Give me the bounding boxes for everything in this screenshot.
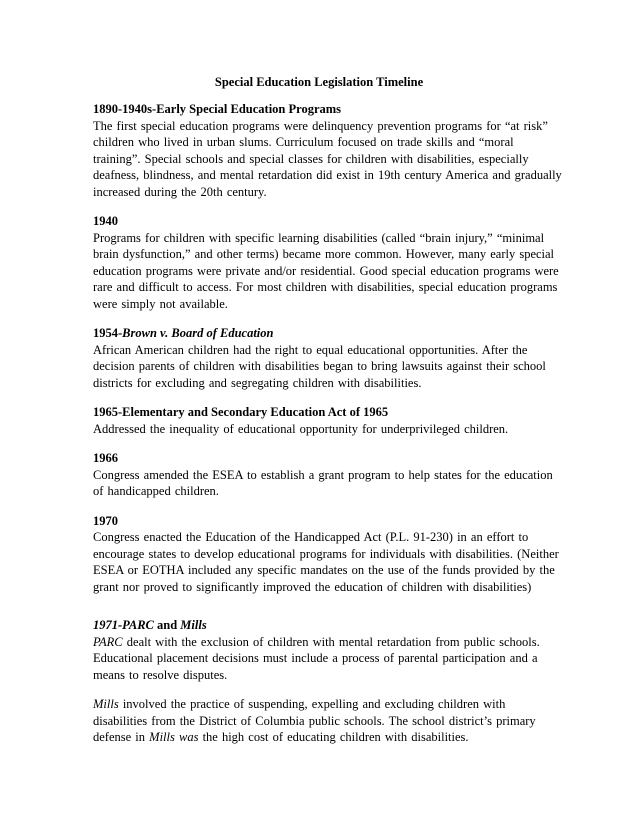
timeline-section — [93, 513, 563, 596]
paragraph-text: involved the practice of suspending, expelling and excluding children with disabilities from the District of Columbia public schools. The school district’s primary defense in — [93, 697, 536, 744]
section-heading — [93, 450, 563, 467]
document-title: Special Education Legislation Timeline — [214, 75, 424, 89]
section-heading — [93, 101, 563, 118]
timeline-section — [93, 450, 563, 500]
timeline-section — [93, 404, 563, 437]
paragraph-text: The first special education programs were delinquency prevention programs for “at risk” children who lived in urban slums. Curriculum focused on trade skills and “moral training”. Special schools and special classes for children with disabilities, especially deafness, blindness, and mental retardation did exist in 19th century America and gradually increased during the 20th century. — [93, 118, 562, 199]
heading-text: 1954- — [93, 326, 123, 340]
paragraph-text: Mills — [93, 697, 119, 711]
section-heading — [93, 213, 563, 230]
heading-text: and — [153, 618, 181, 632]
paragraph-text: Addressed the inequality of educational opportunity for underprivileged children. — [93, 421, 509, 436]
timeline-section — [93, 617, 563, 746]
heading-text: 1890-1940s-Early Special Education Programs — [93, 102, 342, 116]
timeline-section — [93, 213, 563, 312]
section-paragraph — [93, 230, 563, 313]
paragraph-text: Congress amended the ESEA to establish a grant program to help states for the education of handicapped children. — [93, 467, 553, 498]
section-heading — [93, 513, 563, 530]
paragraph-text: the high cost of educating children with disabilities. — [198, 730, 469, 744]
timeline-content — [93, 101, 563, 759]
paragraph-text: Mills was — [149, 730, 199, 744]
paragraph-text: dealt with the exclusion of children with mental retardation from public schools. Educational placement decisions must include a process of parental participation and a means to resolve disputes. — [93, 634, 540, 682]
section-heading — [93, 404, 563, 421]
section-paragraph — [93, 634, 563, 684]
paragraph-text: PARC — [93, 634, 123, 649]
heading-text: 1965-Elementary and Secondary Education Act of 1965 — [93, 405, 389, 419]
paragraph-text: Congress enacted the Education of the Handicapped Act (P.L. 91-230) in an effort to encourage states to develop educational programs for individuals with disabilities. (Neither ESEA or EOTHA included any specific mandates on the use of the funds provided by the grant nor proved to significantly improved the education of children with disabilities) — [93, 530, 559, 594]
section-heading — [93, 325, 563, 342]
heading-text: Mills — [180, 618, 207, 632]
heading-text: 1971-PARC — [93, 618, 154, 632]
heading-text: 1966 — [93, 451, 118, 465]
section-paragraph — [93, 342, 563, 392]
timeline-section — [93, 325, 563, 391]
section-paragraph — [93, 421, 563, 438]
section-paragraph — [93, 118, 563, 201]
heading-text: Brown v. Board of Education — [122, 326, 274, 340]
paragraph-text: African American children had the right to equal educational opportunities. After the decision parents of children with disabilities began to bring lawsuits against their school districts for excluding and segregating children with disabilities. — [93, 342, 546, 390]
timeline-section — [93, 101, 563, 200]
section-heading — [93, 617, 563, 634]
heading-text: 1940 — [93, 214, 118, 228]
section-paragraph — [93, 696, 563, 746]
section-paragraph — [93, 529, 563, 595]
paragraph-text: Programs for children with specific learning disabilities (called “brain injury,” “minimal brain dysfunction,” and other terms) became more common. However, many early special education programs were private and/or residential. Good special education programs were rare and difficult to access. For most children with disabilities, special education programs were simply not available. — [93, 230, 559, 311]
heading-text: 1970 — [93, 513, 118, 528]
section-paragraph — [93, 467, 563, 500]
